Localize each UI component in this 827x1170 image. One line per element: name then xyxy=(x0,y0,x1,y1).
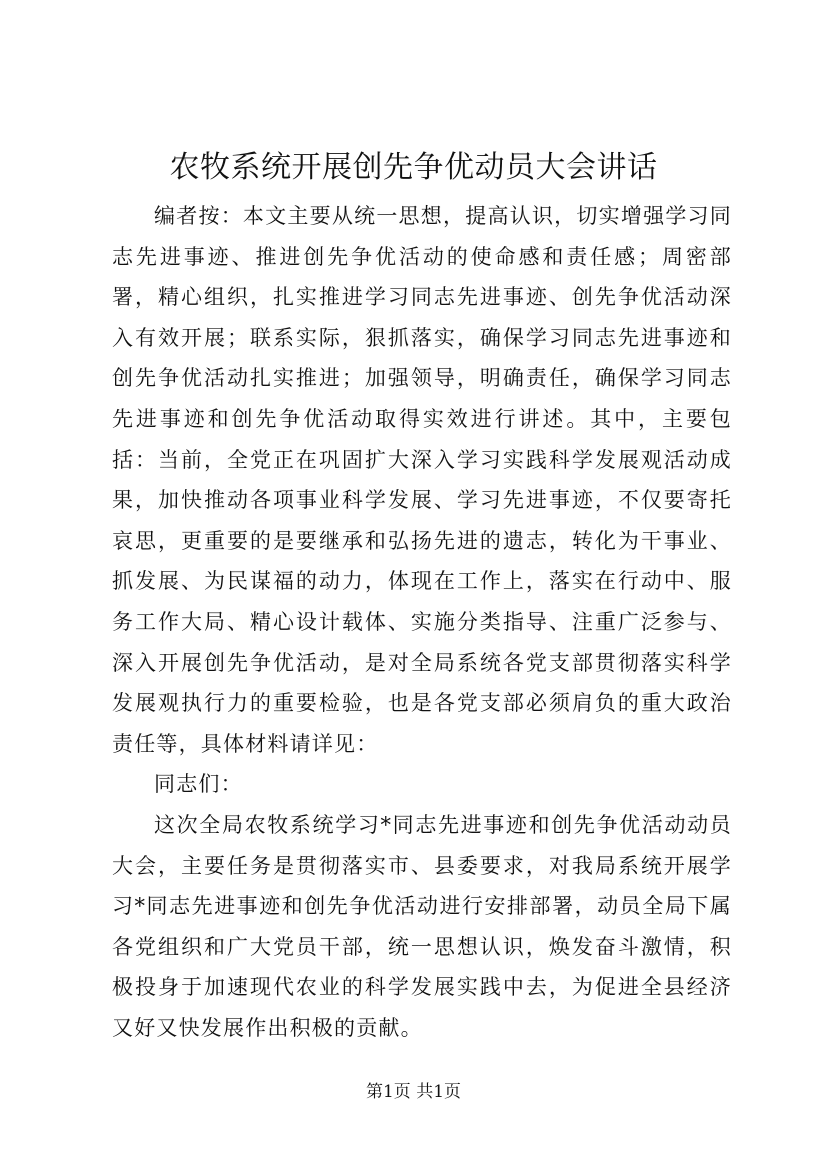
document-body xyxy=(112,196,732,1048)
editor-note-paragraph: 编者按：本文主要从统一思想，提高认识，切实增强学习同志先进事迹、推进创先争优活动的使命感和责任感；周密部署，精心组织，扎实推进学习同志先进事迹、创先争优活动深入有效开展；联系实际，狠抓落实，确保学习同志先进事迹和创先争优活动扎实推进；加强领导，明确责任，确保学习同志先进事迹和创先争优活动取得实效进行讲述。其中，主要包括：当前，全党正在巩固扩大深入学习实践科学发展观活动成果，加快推动各项事业科学发展、学习先进事迹，不仅要寄托哀思，更重要的是要继承和弘扬先进的遗志，转化为干事业、抓发展、为民谋福的动力，体现在工作上，落实在行动中、服务工作大局、精心设计载体、实施分类指导、注重广泛参与、深入开展创先争优活动，是对全局系统各党支部贯彻落实科学发展观执行力的重要检验，也是各党支部必须肩负的重大政治责任等，具体材料请详见： xyxy=(112,204,732,756)
page-number-footer: 第1页 共1页 xyxy=(365,1082,462,1102)
document-title: 农牧系统开展创先争优动员大会讲话 xyxy=(169,150,658,185)
body-paragraph: 这次全局农牧系统学习*同志先进事迹和创先争优活动动员大会，主要任务是贯彻落实市、县委要求，对我局系统开展学习*同志先进事迹和创先争优活动进行安排部署，动员全局下属各党组织和广大党员干部，统一思想认识，焕发奋斗激情，积极投身于加速现代农业的科学发展实践中去，为促进全县经济又好又快发展作出积极的贡献。 xyxy=(112,812,732,1040)
salutation-paragraph: 同志们： xyxy=(154,772,243,797)
